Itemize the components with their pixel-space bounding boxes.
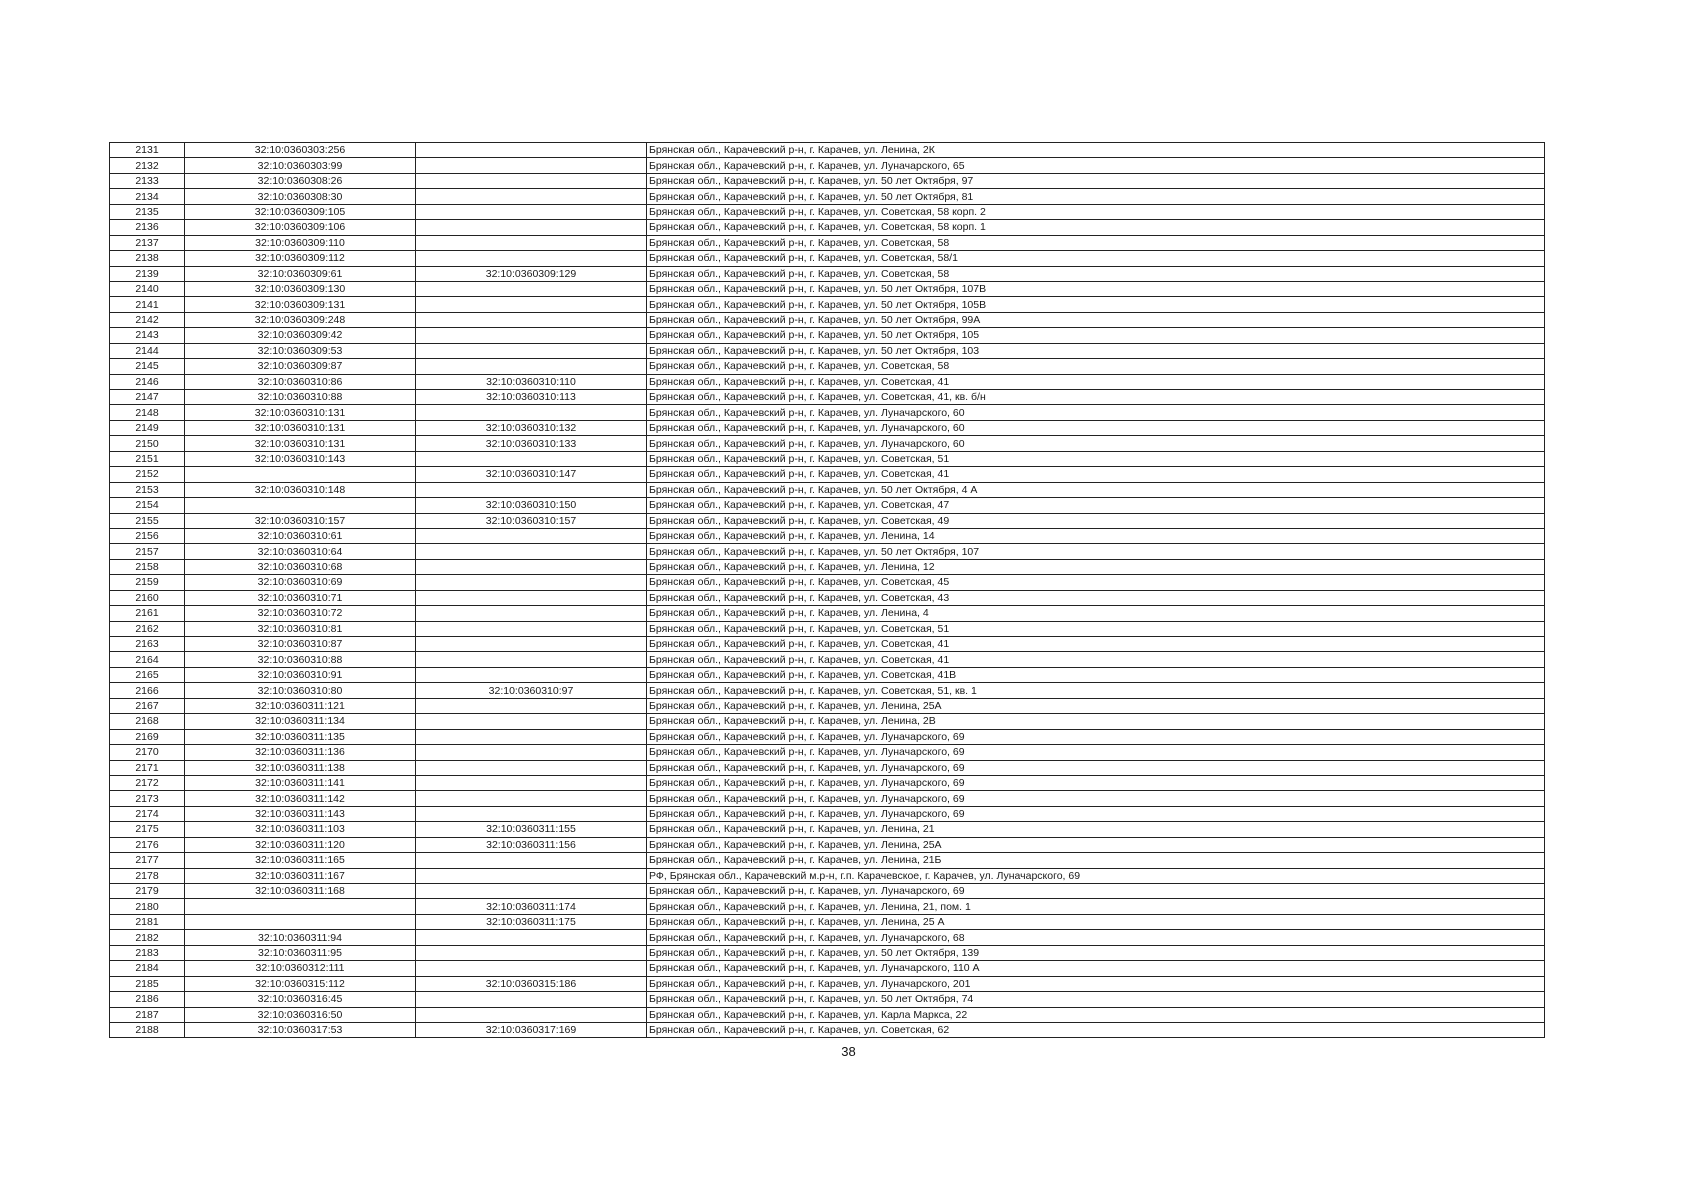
registry-table [109,142,1545,1038]
cadastral-number-cell: 32:10:0360312:111 [185,961,416,976]
related-cadastral-number-cell [416,251,647,266]
cadastral-number-cell: 32:10:0360310:61 [185,528,416,543]
row-number-cell: 2184 [110,961,185,976]
related-cadastral-number-cell [416,868,647,883]
table-row [110,806,1545,821]
row-number-cell: 2178 [110,868,185,883]
address-cell: Брянская обл., Карачевский р-н, г. Карачев, ул. Ленина, 25 А [647,914,1545,929]
cadastral-number-cell: 32:10:0360310:88 [185,652,416,667]
address-cell: Брянская обл., Карачевский р-н, г. Карачев, ул. Советская, 58/1 [647,251,1545,266]
table-row [110,729,1545,744]
related-cadastral-number-cell [416,220,647,235]
table-row [110,714,1545,729]
related-cadastral-number-cell [416,451,647,466]
address-cell: Брянская обл., Карачевский р-н, г. Карачев, ул. Ленина, 4 [647,606,1545,621]
row-number-cell: 2147 [110,390,185,405]
related-cadastral-number-cell [416,158,647,173]
row-number-cell: 2160 [110,590,185,605]
table-row [110,590,1545,605]
cadastral-number-cell: 32:10:0360311:95 [185,945,416,960]
related-cadastral-number-cell: 32:10:0360311:156 [416,837,647,852]
cadastral-number-cell: 32:10:0360316:50 [185,1007,416,1022]
address-cell: Брянская обл., Карачевский р-н, г. Карачев, ул. Советская, 41 [647,637,1545,652]
cadastral-number-cell: 32:10:0360309:110 [185,235,416,250]
cadastral-number-cell: 32:10:0360309:105 [185,204,416,219]
related-cadastral-number-cell [416,559,647,574]
cadastral-number-cell: 32:10:0360310:143 [185,451,416,466]
row-number-cell: 2174 [110,806,185,821]
related-cadastral-number-cell: 32:10:0360315:186 [416,976,647,991]
cadastral-number-cell: 32:10:0360317:53 [185,1022,416,1037]
table-row [110,312,1545,327]
cadastral-number-cell: 32:10:0360316:45 [185,992,416,1007]
row-number-cell: 2182 [110,930,185,945]
related-cadastral-number-cell [416,729,647,744]
related-cadastral-number-cell [416,791,647,806]
row-number-cell: 2139 [110,266,185,281]
table-row [110,961,1545,976]
address-cell: Брянская обл., Карачевский р-н, г. Карачев, ул. Луначарского, 60 [647,405,1545,420]
address-cell: Брянская обл., Карачевский р-н, г. Карачев, ул. 50 лет Октября, 4 А [647,482,1545,497]
related-cadastral-number-cell [416,143,647,158]
registry-table-body [110,143,1545,1038]
table-row [110,513,1545,528]
address-cell: Брянская обл., Карачевский р-н, г. Карачев, ул. Советская, 58 корп. 2 [647,204,1545,219]
row-number-cell: 2187 [110,1007,185,1022]
table-row [110,683,1545,698]
related-cadastral-number-cell [416,760,647,775]
table-row [110,606,1545,621]
row-number-cell: 2146 [110,374,185,389]
address-cell: Брянская обл., Карачевский р-н, г. Карачев, ул. Советская, 45 [647,575,1545,590]
cadastral-number-cell: 32:10:0360310:71 [185,590,416,605]
table-row [110,158,1545,173]
table-row [110,420,1545,435]
related-cadastral-number-cell: 32:10:0360310:147 [416,467,647,482]
cadastral-number-cell: 32:10:0360310:72 [185,606,416,621]
table-row [110,390,1545,405]
cadastral-number-cell: 32:10:0360310:69 [185,575,416,590]
related-cadastral-number-cell: 32:10:0360310:110 [416,374,647,389]
row-number-cell: 2159 [110,575,185,590]
related-cadastral-number-cell [416,1007,647,1022]
related-cadastral-number-cell [416,405,647,420]
cadastral-number-cell: 32:10:0360310:148 [185,482,416,497]
address-cell: Брянская обл., Карачевский р-н, г. Карачев, ул. Луначарского, 69 [647,729,1545,744]
table-row [110,544,1545,559]
related-cadastral-number-cell [416,945,647,960]
related-cadastral-number-cell [416,575,647,590]
row-number-cell: 2145 [110,359,185,374]
cadastral-number-cell [185,467,416,482]
cadastral-number-cell: 32:10:0360311:165 [185,853,416,868]
related-cadastral-number-cell: 32:10:0360317:169 [416,1022,647,1037]
related-cadastral-number-cell [416,806,647,821]
related-cadastral-number-cell [416,482,647,497]
address-cell: Брянская обл., Карачевский р-н, г. Карачев, ул. Ленина, 25А [647,837,1545,852]
table-row [110,559,1545,574]
table-row [110,359,1545,374]
cadastral-number-cell: 32:10:0360310:64 [185,544,416,559]
related-cadastral-number-cell [416,328,647,343]
table-row [110,189,1545,204]
related-cadastral-number-cell [416,528,647,543]
table-row [110,884,1545,899]
cadastral-number-cell: 32:10:0360310:131 [185,436,416,451]
address-cell: Брянская обл., Карачевский р-н, г. Карачев, ул. Ленина, 21, пом. 1 [647,899,1545,914]
table-row [110,204,1545,219]
table-row [110,575,1545,590]
address-cell: Брянская обл., Карачевский р-н, г. Карачев, ул. Советская, 51 [647,451,1545,466]
related-cadastral-number-cell [416,173,647,188]
address-cell: Брянская обл., Карачевский р-н, г. Карачев, ул. Луначарского, 60 [647,420,1545,435]
row-number-cell: 2186 [110,992,185,1007]
related-cadastral-number-cell [416,745,647,760]
cadastral-number-cell: 32:10:0360310:86 [185,374,416,389]
cadastral-number-cell: 32:10:0360309:87 [185,359,416,374]
row-number-cell: 2185 [110,976,185,991]
cadastral-number-cell: 32:10:0360311:142 [185,791,416,806]
cadastral-number-cell: 32:10:0360311:103 [185,822,416,837]
row-number-cell: 2157 [110,544,185,559]
row-number-cell: 2136 [110,220,185,235]
cadastral-number-cell: 32:10:0360311:134 [185,714,416,729]
row-number-cell: 2165 [110,667,185,682]
page-number: 38 [841,1044,856,1059]
table-row [110,251,1545,266]
table-row [110,173,1545,188]
row-number-cell: 2154 [110,498,185,513]
address-cell: Брянская обл., Карачевский р-н, г. Карачев, ул. 50 лет Октября, 74 [647,992,1545,1007]
row-number-cell: 2133 [110,173,185,188]
row-number-cell: 2162 [110,621,185,636]
cadastral-number-cell: 32:10:0360308:26 [185,173,416,188]
row-number-cell: 2149 [110,420,185,435]
row-number-cell: 2179 [110,884,185,899]
address-cell: Брянская обл., Карачевский р-н, г. Карачев, ул. Луначарского, 69 [647,806,1545,821]
address-cell: Брянская обл., Карачевский р-н, г. Карачев, ул. Советская, 58 [647,359,1545,374]
cadastral-number-cell: 32:10:0360311:167 [185,868,416,883]
table-row [110,343,1545,358]
address-cell: Брянская обл., Карачевский р-н, г. Карачев, ул. 50 лет Октября, 105 [647,328,1545,343]
table-row [110,652,1545,667]
related-cadastral-number-cell [416,775,647,790]
related-cadastral-number-cell [416,992,647,1007]
address-cell: Брянская обл., Карачевский р-н, г. Карачев, ул. Советская, 41В [647,667,1545,682]
row-number-cell: 2183 [110,945,185,960]
related-cadastral-number-cell [416,343,647,358]
address-cell: РФ, Брянская обл., Карачевский м.р-н, г.п. Карачевское, г. Карачев, ул. Луначарского, 69 [647,868,1545,883]
cadastral-number-cell [185,914,416,929]
table-row [110,621,1545,636]
address-cell: Брянская обл., Карачевский р-н, г. Карачев, ул. Луначарского, 110 А [647,961,1545,976]
related-cadastral-number-cell: 32:10:0360311:155 [416,822,647,837]
row-number-cell: 2168 [110,714,185,729]
address-cell: Брянская обл., Карачевский р-н, г. Карачев, ул. Ленина, 2К [647,143,1545,158]
table-row [110,528,1545,543]
row-number-cell: 2161 [110,606,185,621]
address-cell: Брянская обл., Карачевский р-н, г. Карачев, ул. Советская, 62 [647,1022,1545,1037]
row-number-cell: 2177 [110,853,185,868]
row-number-cell: 2181 [110,914,185,929]
address-cell: Брянская обл., Карачевский р-н, г. Карачев, ул. Советская, 51 [647,621,1545,636]
address-cell: Брянская обл., Карачевский р-н, г. Карачев, ул. Ленина, 2В [647,714,1545,729]
related-cadastral-number-cell [416,281,647,296]
table-row [110,281,1545,296]
table-row [110,745,1545,760]
related-cadastral-number-cell [416,884,647,899]
cadastral-number-cell: 32:10:0360310:131 [185,420,416,435]
row-number-cell: 2138 [110,251,185,266]
row-number-cell: 2180 [110,899,185,914]
row-number-cell: 2188 [110,1022,185,1037]
row-number-cell: 2148 [110,405,185,420]
table-row [110,451,1545,466]
address-cell: Брянская обл., Карачевский р-н, г. Карачев, ул. Карла Маркса, 22 [647,1007,1545,1022]
row-number-cell: 2167 [110,698,185,713]
address-cell: Брянская обл., Карачевский р-н, г. Карачев, ул. Луначарского, 201 [647,976,1545,991]
table-row [110,992,1545,1007]
row-number-cell: 2143 [110,328,185,343]
cadastral-number-cell: 32:10:0360309:130 [185,281,416,296]
table-row [110,482,1545,497]
cadastral-number-cell: 32:10:0360310:87 [185,637,416,652]
address-cell: Брянская обл., Карачевский р-н, г. Карачев, ул. Советская, 41 [647,467,1545,482]
related-cadastral-number-cell: 32:10:0360310:133 [416,436,647,451]
cadastral-number-cell: 32:10:0360309:131 [185,297,416,312]
table-row [110,822,1545,837]
address-cell: Брянская обл., Карачевский р-н, г. Карачев, ул. 50 лет Октября, 105В [647,297,1545,312]
related-cadastral-number-cell [416,606,647,621]
table-row [110,266,1545,281]
row-number-cell: 2152 [110,467,185,482]
related-cadastral-number-cell: 32:10:0360310:97 [416,683,647,698]
table-row [110,436,1545,451]
address-cell: Брянская обл., Карачевский р-н, г. Карачев, ул. Советская, 41, кв. б/н [647,390,1545,405]
related-cadastral-number-cell [416,652,647,667]
row-number-cell: 2158 [110,559,185,574]
address-cell: Брянская обл., Карачевский р-н, г. Карачев, ул. Советская, 47 [647,498,1545,513]
address-cell: Брянская обл., Карачевский р-н, г. Карачев, ул. 50 лет Октября, 107В [647,281,1545,296]
related-cadastral-number-cell [416,359,647,374]
row-number-cell: 2140 [110,281,185,296]
address-cell: Брянская обл., Карачевский р-н, г. Карачев, ул. Луначарского, 69 [647,745,1545,760]
address-cell: Брянская обл., Карачевский р-н, г. Карачев, ул. Советская, 58 [647,266,1545,281]
row-number-cell: 2172 [110,775,185,790]
related-cadastral-number-cell [416,698,647,713]
cadastral-number-cell [185,498,416,513]
row-number-cell: 2141 [110,297,185,312]
related-cadastral-number-cell [416,667,647,682]
related-cadastral-number-cell [416,637,647,652]
cadastral-number-cell: 32:10:0360310:157 [185,513,416,528]
table-row [110,760,1545,775]
address-cell: Брянская обл., Карачевский р-н, г. Карачев, ул. Луначарского, 69 [647,791,1545,806]
related-cadastral-number-cell [416,853,647,868]
row-number-cell: 2137 [110,235,185,250]
address-cell: Брянская обл., Карачевский р-н, г. Карачев, ул. Ленина, 12 [647,559,1545,574]
row-number-cell: 2135 [110,204,185,219]
address-cell: Брянская обл., Карачевский р-н, г. Карачев, ул. Луначарского, 69 [647,775,1545,790]
row-number-cell: 2131 [110,143,185,158]
related-cadastral-number-cell [416,204,647,219]
cadastral-number-cell: 32:10:0360303:256 [185,143,416,158]
cadastral-number-cell: 32:10:0360309:248 [185,312,416,327]
table-row [110,853,1545,868]
cadastral-number-cell: 32:10:0360310:81 [185,621,416,636]
address-cell: Брянская обл., Карачевский р-н, г. Карачев, ул. 50 лет Октября, 81 [647,189,1545,204]
related-cadastral-number-cell: 32:10:0360311:174 [416,899,647,914]
row-number-cell: 2171 [110,760,185,775]
address-cell: Брянская обл., Карачевский р-н, г. Карачев, ул. Луначарского, 69 [647,884,1545,899]
address-cell: Брянская обл., Карачевский р-н, г. Карачев, ул. Советская, 49 [647,513,1545,528]
cadastral-number-cell: 32:10:0360303:99 [185,158,416,173]
cadastral-number-cell: 32:10:0360315:112 [185,976,416,991]
address-cell: Брянская обл., Карачевский р-н, г. Карачев, ул. Ленина, 25А [647,698,1545,713]
row-number-cell: 2170 [110,745,185,760]
related-cadastral-number-cell [416,189,647,204]
cadastral-number-cell: 32:10:0360309:61 [185,266,416,281]
table-row [110,1022,1545,1037]
table-row [110,328,1545,343]
cadastral-number-cell: 32:10:0360311:168 [185,884,416,899]
related-cadastral-number-cell [416,714,647,729]
row-number-cell: 2169 [110,729,185,744]
row-number-cell: 2175 [110,822,185,837]
row-number-cell: 2164 [110,652,185,667]
table-row [110,930,1545,945]
cadastral-number-cell: 32:10:0360310:88 [185,390,416,405]
table-row [110,791,1545,806]
table-row [110,405,1545,420]
row-number-cell: 2144 [110,343,185,358]
table-row [110,945,1545,960]
row-number-cell: 2153 [110,482,185,497]
table-row [110,374,1545,389]
related-cadastral-number-cell: 32:10:0360309:129 [416,266,647,281]
cadastral-number-cell [185,899,416,914]
cadastral-number-cell: 32:10:0360310:80 [185,683,416,698]
cadastral-number-cell: 32:10:0360311:94 [185,930,416,945]
cadastral-number-cell: 32:10:0360311:121 [185,698,416,713]
row-number-cell: 2150 [110,436,185,451]
address-cell: Брянская обл., Карачевский р-н, г. Карачев, ул. Советская, 43 [647,590,1545,605]
related-cadastral-number-cell: 32:10:0360310:157 [416,513,647,528]
row-number-cell: 2176 [110,837,185,852]
address-cell: Брянская обл., Карачевский р-н, г. Карачев, ул. Советская, 41 [647,652,1545,667]
row-number-cell: 2132 [110,158,185,173]
cadastral-number-cell: 32:10:0360310:68 [185,559,416,574]
table-row [110,143,1545,158]
related-cadastral-number-cell [416,312,647,327]
cadastral-number-cell: 32:10:0360311:143 [185,806,416,821]
row-number-cell: 2163 [110,637,185,652]
address-cell: Брянская обл., Карачевский р-н, г. Карачев, ул. Луначарского, 69 [647,760,1545,775]
table-row [110,467,1545,482]
table-row [110,667,1545,682]
address-cell: Брянская обл., Карачевский р-н, г. Карачев, ул. Советская, 58 [647,235,1545,250]
table-row [110,868,1545,883]
cadastral-number-cell: 32:10:0360310:91 [185,667,416,682]
address-cell: Брянская обл., Карачевский р-н, г. Карачев, ул. Советская, 51, кв. 1 [647,683,1545,698]
cadastral-number-cell: 32:10:0360309:42 [185,328,416,343]
address-cell: Брянская обл., Карачевский р-н, г. Карачев, ул. Ленина, 21 [647,822,1545,837]
address-cell: Брянская обл., Карачевский р-н, г. Карачев, ул. Советская, 41 [647,374,1545,389]
table-row [110,498,1545,513]
related-cadastral-number-cell: 32:10:0360311:175 [416,914,647,929]
related-cadastral-number-cell [416,930,647,945]
address-cell: Брянская обл., Карачевский р-н, г. Карачев, ул. Луначарского, 68 [647,930,1545,945]
related-cadastral-number-cell: 32:10:0360310:132 [416,420,647,435]
cadastral-number-cell: 32:10:0360310:131 [185,405,416,420]
address-cell: Брянская обл., Карачевский р-н, г. Карачев, ул. 50 лет Октября, 139 [647,945,1545,960]
related-cadastral-number-cell [416,297,647,312]
address-cell: Брянская обл., Карачевский р-н, г. Карачев, ул. Луначарского, 65 [647,158,1545,173]
table-row [110,976,1545,991]
address-cell: Брянская обл., Карачевский р-н, г. Карачев, ул. 50 лет Октября, 103 [647,343,1545,358]
cadastral-number-cell: 32:10:0360311:135 [185,729,416,744]
table-row [110,1007,1545,1022]
table-row [110,235,1545,250]
address-cell: Брянская обл., Карачевский р-н, г. Карачев, ул. 50 лет Октября, 97 [647,173,1545,188]
related-cadastral-number-cell [416,590,647,605]
row-number-cell: 2166 [110,683,185,698]
table-row [110,775,1545,790]
related-cadastral-number-cell: 32:10:0360310:113 [416,390,647,405]
row-number-cell: 2156 [110,528,185,543]
related-cadastral-number-cell [416,235,647,250]
cadastral-number-cell: 32:10:0360311:120 [185,837,416,852]
cadastral-number-cell: 32:10:0360309:112 [185,251,416,266]
cadastral-number-cell: 32:10:0360311:136 [185,745,416,760]
address-cell: Брянская обл., Карачевский р-н, г. Карачев, ул. 50 лет Октября, 99А [647,312,1545,327]
address-cell: Брянская обл., Карачевский р-н, г. Карачев, ул. Луначарского, 60 [647,436,1545,451]
row-number-cell: 2142 [110,312,185,327]
address-cell: Брянская обл., Карачевский р-н, г. Карачев, ул. Ленина, 14 [647,528,1545,543]
table-row [110,914,1545,929]
related-cadastral-number-cell [416,544,647,559]
table-row [110,297,1545,312]
cadastral-number-cell: 32:10:0360311:141 [185,775,416,790]
table-row [110,899,1545,914]
cadastral-number-cell: 32:10:0360311:138 [185,760,416,775]
row-number-cell: 2151 [110,451,185,466]
cadastral-number-cell: 32:10:0360308:30 [185,189,416,204]
row-number-cell: 2155 [110,513,185,528]
related-cadastral-number-cell: 32:10:0360310:150 [416,498,647,513]
cadastral-number-cell: 32:10:0360309:106 [185,220,416,235]
address-cell: Брянская обл., Карачевский р-н, г. Карачев, ул. 50 лет Октября, 107 [647,544,1545,559]
table-row [110,637,1545,652]
address-cell: Брянская обл., Карачевский р-н, г. Карачев, ул. Ленина, 21Б [647,853,1545,868]
related-cadastral-number-cell [416,961,647,976]
related-cadastral-number-cell [416,621,647,636]
address-cell: Брянская обл., Карачевский р-н, г. Карачев, ул. Советская, 58 корп. 1 [647,220,1545,235]
table-row [110,837,1545,852]
cadastral-number-cell: 32:10:0360309:53 [185,343,416,358]
table-row [110,220,1545,235]
table-row [110,698,1545,713]
row-number-cell: 2134 [110,189,185,204]
row-number-cell: 2173 [110,791,185,806]
